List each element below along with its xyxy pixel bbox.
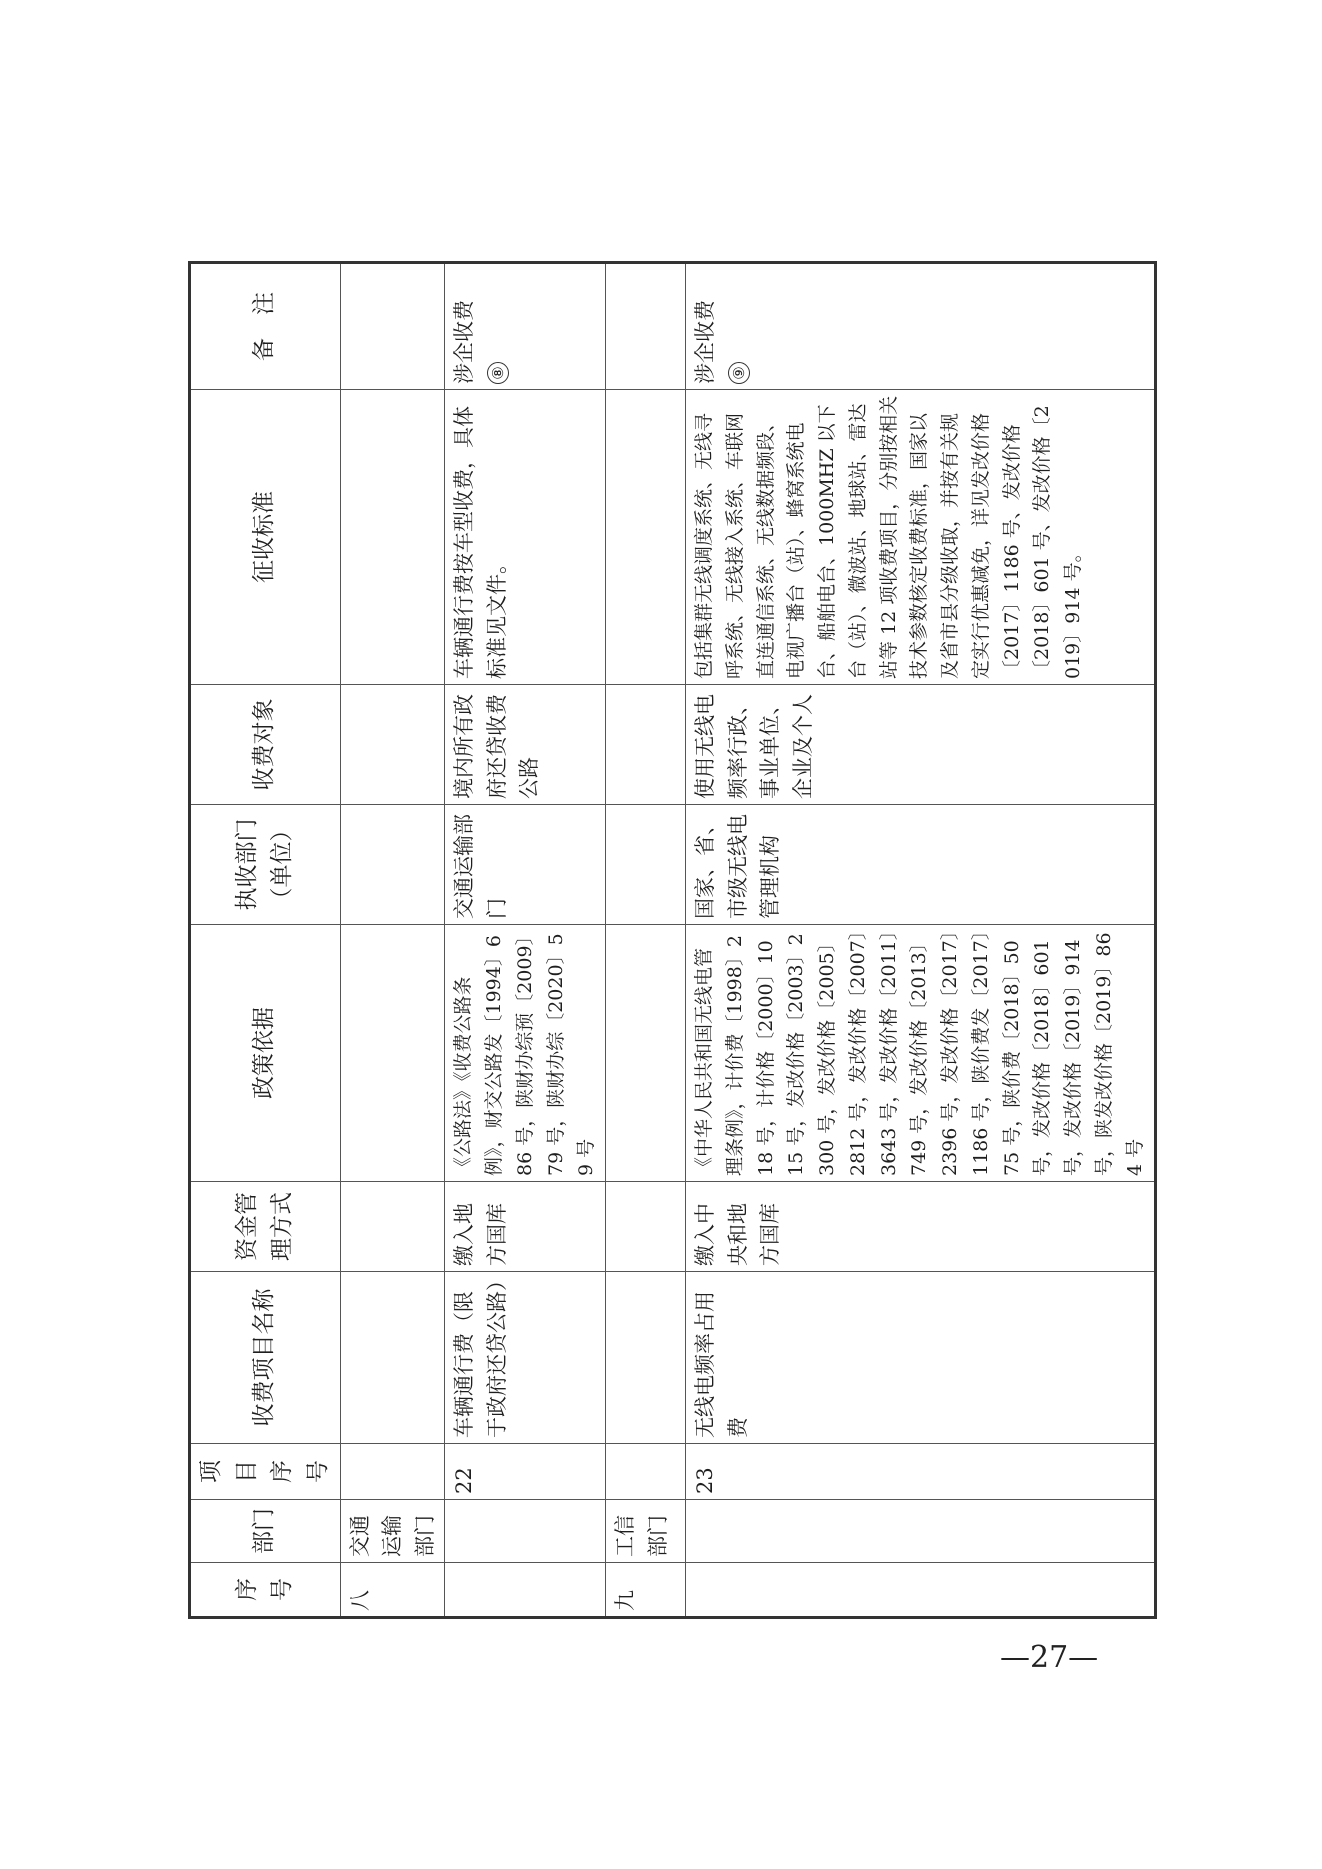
table-row — [340, 263, 445, 1618]
cell-standard: 车辆通行费按车型收费，具体标准见文件。 — [445, 390, 606, 685]
cell-standard — [340, 390, 445, 685]
cell-item-no — [340, 1444, 445, 1500]
cell-target — [606, 685, 686, 805]
table-header-row — [190, 263, 341, 1618]
header-policy: 政策依据 — [190, 925, 341, 1182]
cell-name: 车辆通行费（限于政府还贷公路） — [445, 1272, 606, 1444]
cell-name: 无线电频率占用费 — [686, 1272, 1155, 1444]
header-remark: 备 注 — [190, 263, 341, 390]
remark-text: 涉企收费 — [693, 300, 718, 384]
cell-collector: 交通运输部门 — [445, 805, 606, 925]
cell-policy: 《中华人民共和国无线电管理条例》，计价费〔1998〕218 号，计价格〔2000〕1015 号，发改价格〔2003〕2300 号，发改价格〔2005〕2812 号，发改价格〔2007〕3643 号，发改价格〔2011〕749 号，发改价格〔2013〕2396 号，发改价格〔2017〕1186 号，陕价费发〔2017〕75 号，陕价费〔2018〕50 号，发改价格〔2018〕601 号，发改价格〔2019〕914 号，陕发改价格〔2019〕864 号 — [686, 925, 1155, 1182]
table-row — [686, 263, 1155, 1618]
page-number: —27— — [1000, 1640, 1099, 1675]
cell-target: 使用无线电频率行政、事业单位、企业及个人 — [686, 685, 1155, 805]
rotated-table-wrapper — [188, 264, 1146, 1619]
table-row — [606, 263, 686, 1618]
header-fund-mgmt: 资金管理方式 — [190, 1182, 341, 1272]
cell-item-no: 23 — [686, 1444, 1155, 1500]
cell-fund-mgmt — [606, 1182, 686, 1272]
cell-seq: 九 — [606, 1563, 686, 1618]
cell-fund-mgmt: 缴入中央和地方国库 — [686, 1182, 1155, 1272]
cell-fund-mgmt — [340, 1182, 445, 1272]
cell-collector — [606, 805, 686, 925]
cell-collector — [340, 805, 445, 925]
cell-policy — [340, 925, 445, 1182]
cell-name — [606, 1272, 686, 1444]
cell-seq — [445, 1563, 606, 1618]
cell-item-no: 22 — [445, 1444, 606, 1500]
header-standard: 征收标准 — [190, 390, 341, 685]
cell-name — [340, 1272, 445, 1444]
cell-remark — [340, 263, 445, 390]
cell-remark — [686, 263, 1155, 390]
fee-table — [188, 261, 1157, 1619]
header-seq: 序号 — [190, 1563, 341, 1618]
header-target: 收费对象 — [190, 685, 341, 805]
cell-item-no — [606, 1444, 686, 1500]
cell-standard: 包括集群无线调度系统、无线寻呼系统、无线接入系统、车联网直连通信系统、无线数据频段、电视广播台（站）、蜂窝系统电台、船舶电台、1000MHZ 以下台（站）、微波站、地球站、雷达站等 12 项收费项目，分别按相关技术参数核定收费标准，国家以及省市县分级收取，并按有关规定实行优惠减免，详见发改价格〔2017〕1186 号、发改价格〔2018〕601 号、发改价格〔2019〕914 号。 — [686, 390, 1155, 685]
remark-text: 涉企收费 — [452, 300, 477, 384]
cell-fund-mgmt: 缴入地方国库 — [445, 1182, 606, 1272]
cell-remark — [445, 263, 606, 390]
table-row — [445, 263, 606, 1618]
cell-remark — [606, 263, 686, 390]
cell-seq: 八 — [340, 1563, 445, 1618]
cell-target: 境内所有政府还贷收费公路 — [445, 685, 606, 805]
remark-number-mark: ⑧ — [487, 362, 509, 384]
cell-policy: 《公路法》《收费公路条例》，财交公路发〔1994〕686 号，陕财办综预〔2009〕79 号，陕财办综〔2020〕59 号 — [445, 925, 606, 1182]
header-dept: 部门 — [190, 1500, 341, 1563]
cell-collector: 国家、省、市级无线电管理机构 — [686, 805, 1155, 925]
cell-dept: 交通运输部门 — [340, 1500, 445, 1563]
cell-dept: 工信部门 — [606, 1500, 686, 1563]
cell-seq — [686, 1563, 1155, 1618]
cell-standard — [606, 390, 686, 685]
cell-dept — [686, 1500, 1155, 1563]
cell-target — [340, 685, 445, 805]
header-collector: 执收部门（单位） — [190, 805, 341, 925]
remark-number-mark: ⑨ — [728, 362, 750, 384]
cell-dept — [445, 1500, 606, 1563]
cell-policy — [606, 925, 686, 1182]
header-item-no: 项目序号 — [190, 1444, 341, 1500]
header-name: 收费项目名称 — [190, 1272, 341, 1444]
